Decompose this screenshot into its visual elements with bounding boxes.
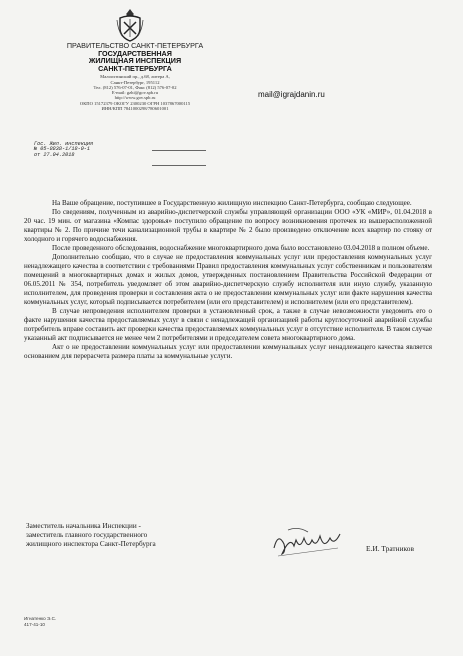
letterhead bbox=[40, 42, 230, 111]
letterhead-phone: Тел. (812) 576-07-01, Факс (812) 576-07-02 bbox=[93, 84, 177, 90]
letterhead-government: ПРАВИТЕЛЬСТВО САНКТ-ПЕТЕРБУРГА bbox=[66, 41, 204, 50]
executor-info bbox=[24, 616, 56, 627]
executor-phone: 417-41-10 bbox=[24, 621, 45, 627]
letter-body bbox=[24, 199, 432, 361]
signatory-title-1: Заместитель начальника Инспекции - bbox=[26, 522, 141, 530]
letterhead-org-1: ГОСУДАРСТВЕННАЯ bbox=[98, 48, 172, 58]
letterhead-email: E-mail: gzhi@gov.spb.ru bbox=[111, 90, 159, 96]
signatory-title-2: заместитель главного государственного bbox=[26, 531, 148, 539]
letterhead-website: http://www.gov.spb.ru bbox=[114, 95, 156, 101]
letterhead-org-2: ЖИЛИЩНАЯ ИНСПЕКЦИЯ bbox=[88, 56, 182, 66]
signatory-title bbox=[26, 522, 156, 549]
letterhead-address-2: Санкт-Петербург, 195112 bbox=[110, 79, 160, 85]
letterhead-okpo: ОКПО 15172379 ОКОГУ 2300230 ОГРН 1037867000115 bbox=[79, 100, 191, 106]
signatory-title-3: жилищного инспектора Санкт-Петербурга bbox=[26, 540, 156, 548]
signatory-name: Е.И. Тратников bbox=[366, 544, 414, 553]
executor-name: Игнатенко Э.С. bbox=[24, 616, 57, 621]
paragraph: В случае непроведения исполнителем проверки в установленный срок, а также в случае невозможности уведомить его о факте нарушения качества предоставляемых услуг в связи с ненадлежащей организацией работы круглосуточной аварийной службы потребитель вправе составить акт проверки качества предоставляемых коммунальных услуг в отсутствие исполнителя. В таком случае указанный акт подписывается не менее чем 2 потребителями и председателем совета многоквартирного дома. bbox=[24, 307, 432, 343]
handwritten-signature-icon bbox=[268, 522, 358, 562]
paragraph: Акт о не предоставлении коммунальных услуг или предоставлении коммунальных услуг ненадлежащего качества является основанием для перерасчета размера платы за коммунальные услуги. bbox=[24, 343, 432, 361]
stamp-line-1: Гос. Жил. инспекция bbox=[34, 141, 94, 147]
reply-date-line bbox=[152, 165, 206, 166]
recipient-email: mail@igrajdanin.ru bbox=[258, 90, 325, 99]
letterhead-org-3: САНКТ-ПЕТЕРБУРГА bbox=[98, 63, 172, 73]
stamp-line-3: от 27.04.2018 bbox=[34, 151, 75, 158]
letterhead-address-1: Малоохтинский пр., д.68, литера А, bbox=[100, 74, 170, 80]
paragraph: На Ваше обращение, поступившее в Государственную жилищную инспекцию Санкт-Петербурга, сообщаю следующее. bbox=[52, 199, 412, 207]
stamp-line-2: № 05-8838-1/18-0-1 bbox=[34, 146, 91, 153]
letterhead-inn: ИНН/КПП 7841000298/780601001 bbox=[101, 105, 169, 111]
paragraph: После проведенного обследования, водоснабжение многоквартирного дома было восстановлено 03.04.2018 в полном объеме. bbox=[52, 244, 430, 253]
registration-stamp bbox=[34, 142, 96, 158]
reply-number-line bbox=[152, 150, 206, 151]
coat-of-arms-icon bbox=[116, 8, 144, 42]
paragraph: По сведениям, полученным из аварийно-диспетчерской службы управляющей организации ООО «УК «МИР», 01.04.2018 в 20 час. 19 мин. от магазина «Компас здоровья» поступило обращение по вопросу возникновения протечек из вышерасположенной квартиры № 2. По причине течи канализационной трубы в квартире № 2 было произведено отключение всех квартир по стояку от холодного и горячего водоснабжения. bbox=[24, 208, 432, 244]
paragraph: Дополнительно сообщаю, что в случае не предоставления коммунальных услуг или предоставления коммунальных услуг ненадлежащего качества в соответствии с требованиями Правил предоставления коммунальных услуг собственникам и пользователям помещений в многоквартирных домах и жилых домов, утвержденных постановлением Правительства Российской Федерации от 06.05.2011 № 354, потребитель уведомляет об этом аварийно-диспетчерскую службу исполнителя или иную службу, указанную исполнителем, для проведения проверки и составления акта о не предоставлении коммунальных услуг или факте нарушения качества коммунальных услуг, который подписывается потребителем (или его представителем) и исполнителем (или его представителем). bbox=[24, 253, 432, 307]
